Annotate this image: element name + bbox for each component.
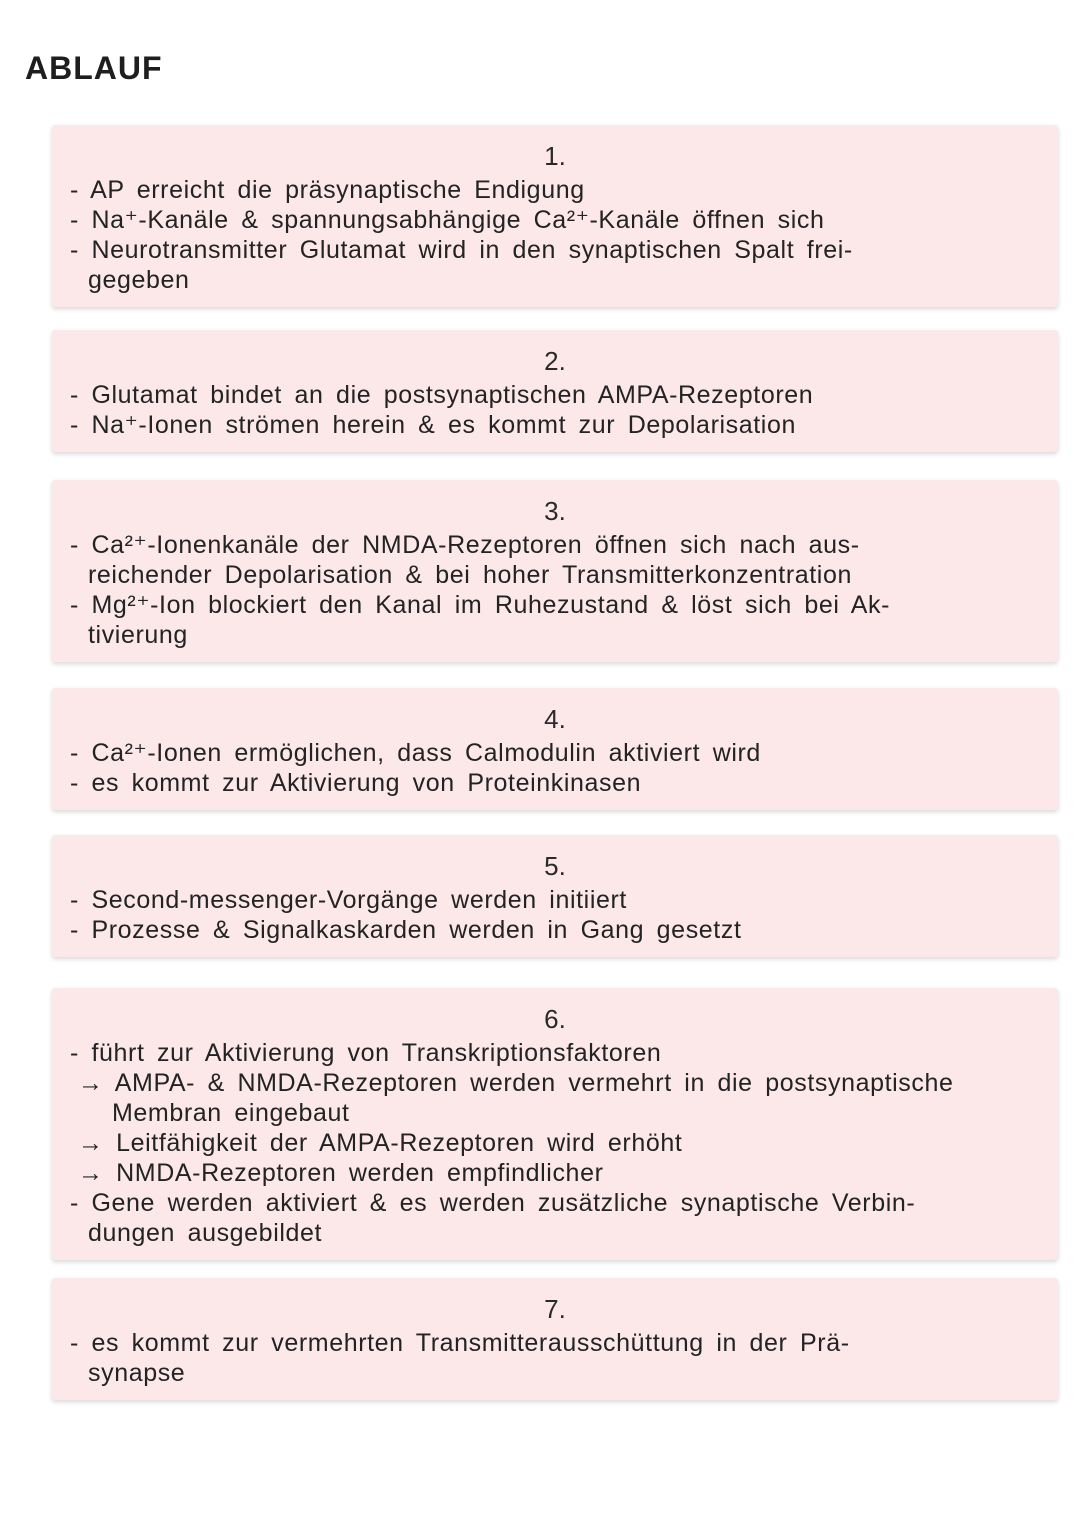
step-line: - AP erreicht die präsynaptische Endigung <box>70 176 585 204</box>
step-line: - Mg²⁺-Ion blockiert den Kanal im Ruhezustand & löst sich bei Ak- <box>70 591 891 619</box>
step-arrow-line: → Leitfähigkeit der AMPA-Rezeptoren wird erhöht <box>78 1129 683 1157</box>
step-number: 4. <box>544 704 566 734</box>
step-arrow-line: → NMDA-Rezeptoren werden empfindlicher <box>78 1159 604 1187</box>
step-card-3 <box>52 480 1058 662</box>
step-card-6 <box>52 988 1058 1260</box>
step-line: - Prozesse & Signalkaskarden werden in Gang gesetzt <box>70 916 742 944</box>
step-line-continuation: dungen ausgebildet <box>88 1219 323 1247</box>
step-number: 1. <box>544 141 566 171</box>
page-title: ABLAUF <box>25 50 163 86</box>
step-line: - Gene werden aktiviert & es werden zusätzliche synaptische Verbin- <box>70 1189 916 1217</box>
step-arrow-line: → AMPA- & NMDA-Rezeptoren werden vermehrt in die postsynaptische <box>78 1069 954 1097</box>
step-line: - es kommt zur Aktivierung von Proteinkinasen <box>70 769 642 797</box>
step-number: 5. <box>544 851 566 881</box>
step-line: - Ca²⁺-Ionenkanäle der NMDA-Rezeptoren öffnen sich nach aus- <box>70 531 860 559</box>
step-number: 6. <box>544 1004 566 1034</box>
step-line-continuation: reichender Depolarisation & bei hoher Transmitterkonzentration <box>88 561 852 589</box>
step-line: - führt zur Aktivierung von Transkriptionsfaktoren <box>70 1039 662 1067</box>
step-line-continuation: synapse <box>88 1359 186 1387</box>
step-line: - Glutamat bindet an die postsynaptischen AMPA-Rezeptoren <box>70 381 814 409</box>
step-line: - Na⁺-Ionen strömen herein & es kommt zur Depolarisation <box>70 411 796 439</box>
step-card-4 <box>52 688 1058 810</box>
step-arrow-line-continuation: Membran eingebaut <box>112 1099 350 1127</box>
step-card-2 <box>52 330 1058 452</box>
step-line-continuation: tivierung <box>88 621 188 649</box>
step-line: - Na⁺-Kanäle & spannungsabhängige Ca²⁺-Kanäle öffnen sich <box>70 206 825 234</box>
step-line: - Ca²⁺-Ionen ermöglichen, dass Calmodulin aktiviert wird <box>70 739 761 767</box>
step-number: 7. <box>544 1294 566 1324</box>
step-line: - Neurotransmitter Glutamat wird in den synaptischen Spalt frei- <box>70 236 853 264</box>
step-line: - es kommt zur vermehrten Transmitterausschüttung in der Prä- <box>70 1329 850 1357</box>
step-number: 3. <box>544 496 566 526</box>
step-line: - Second-messenger-Vorgänge werden initiiert <box>70 886 627 914</box>
step-card-7 <box>52 1278 1058 1400</box>
step-line-continuation: gegeben <box>88 266 190 294</box>
step-card-5 <box>52 835 1058 957</box>
step-card-1 <box>52 125 1058 307</box>
step-number: 2. <box>544 346 566 376</box>
